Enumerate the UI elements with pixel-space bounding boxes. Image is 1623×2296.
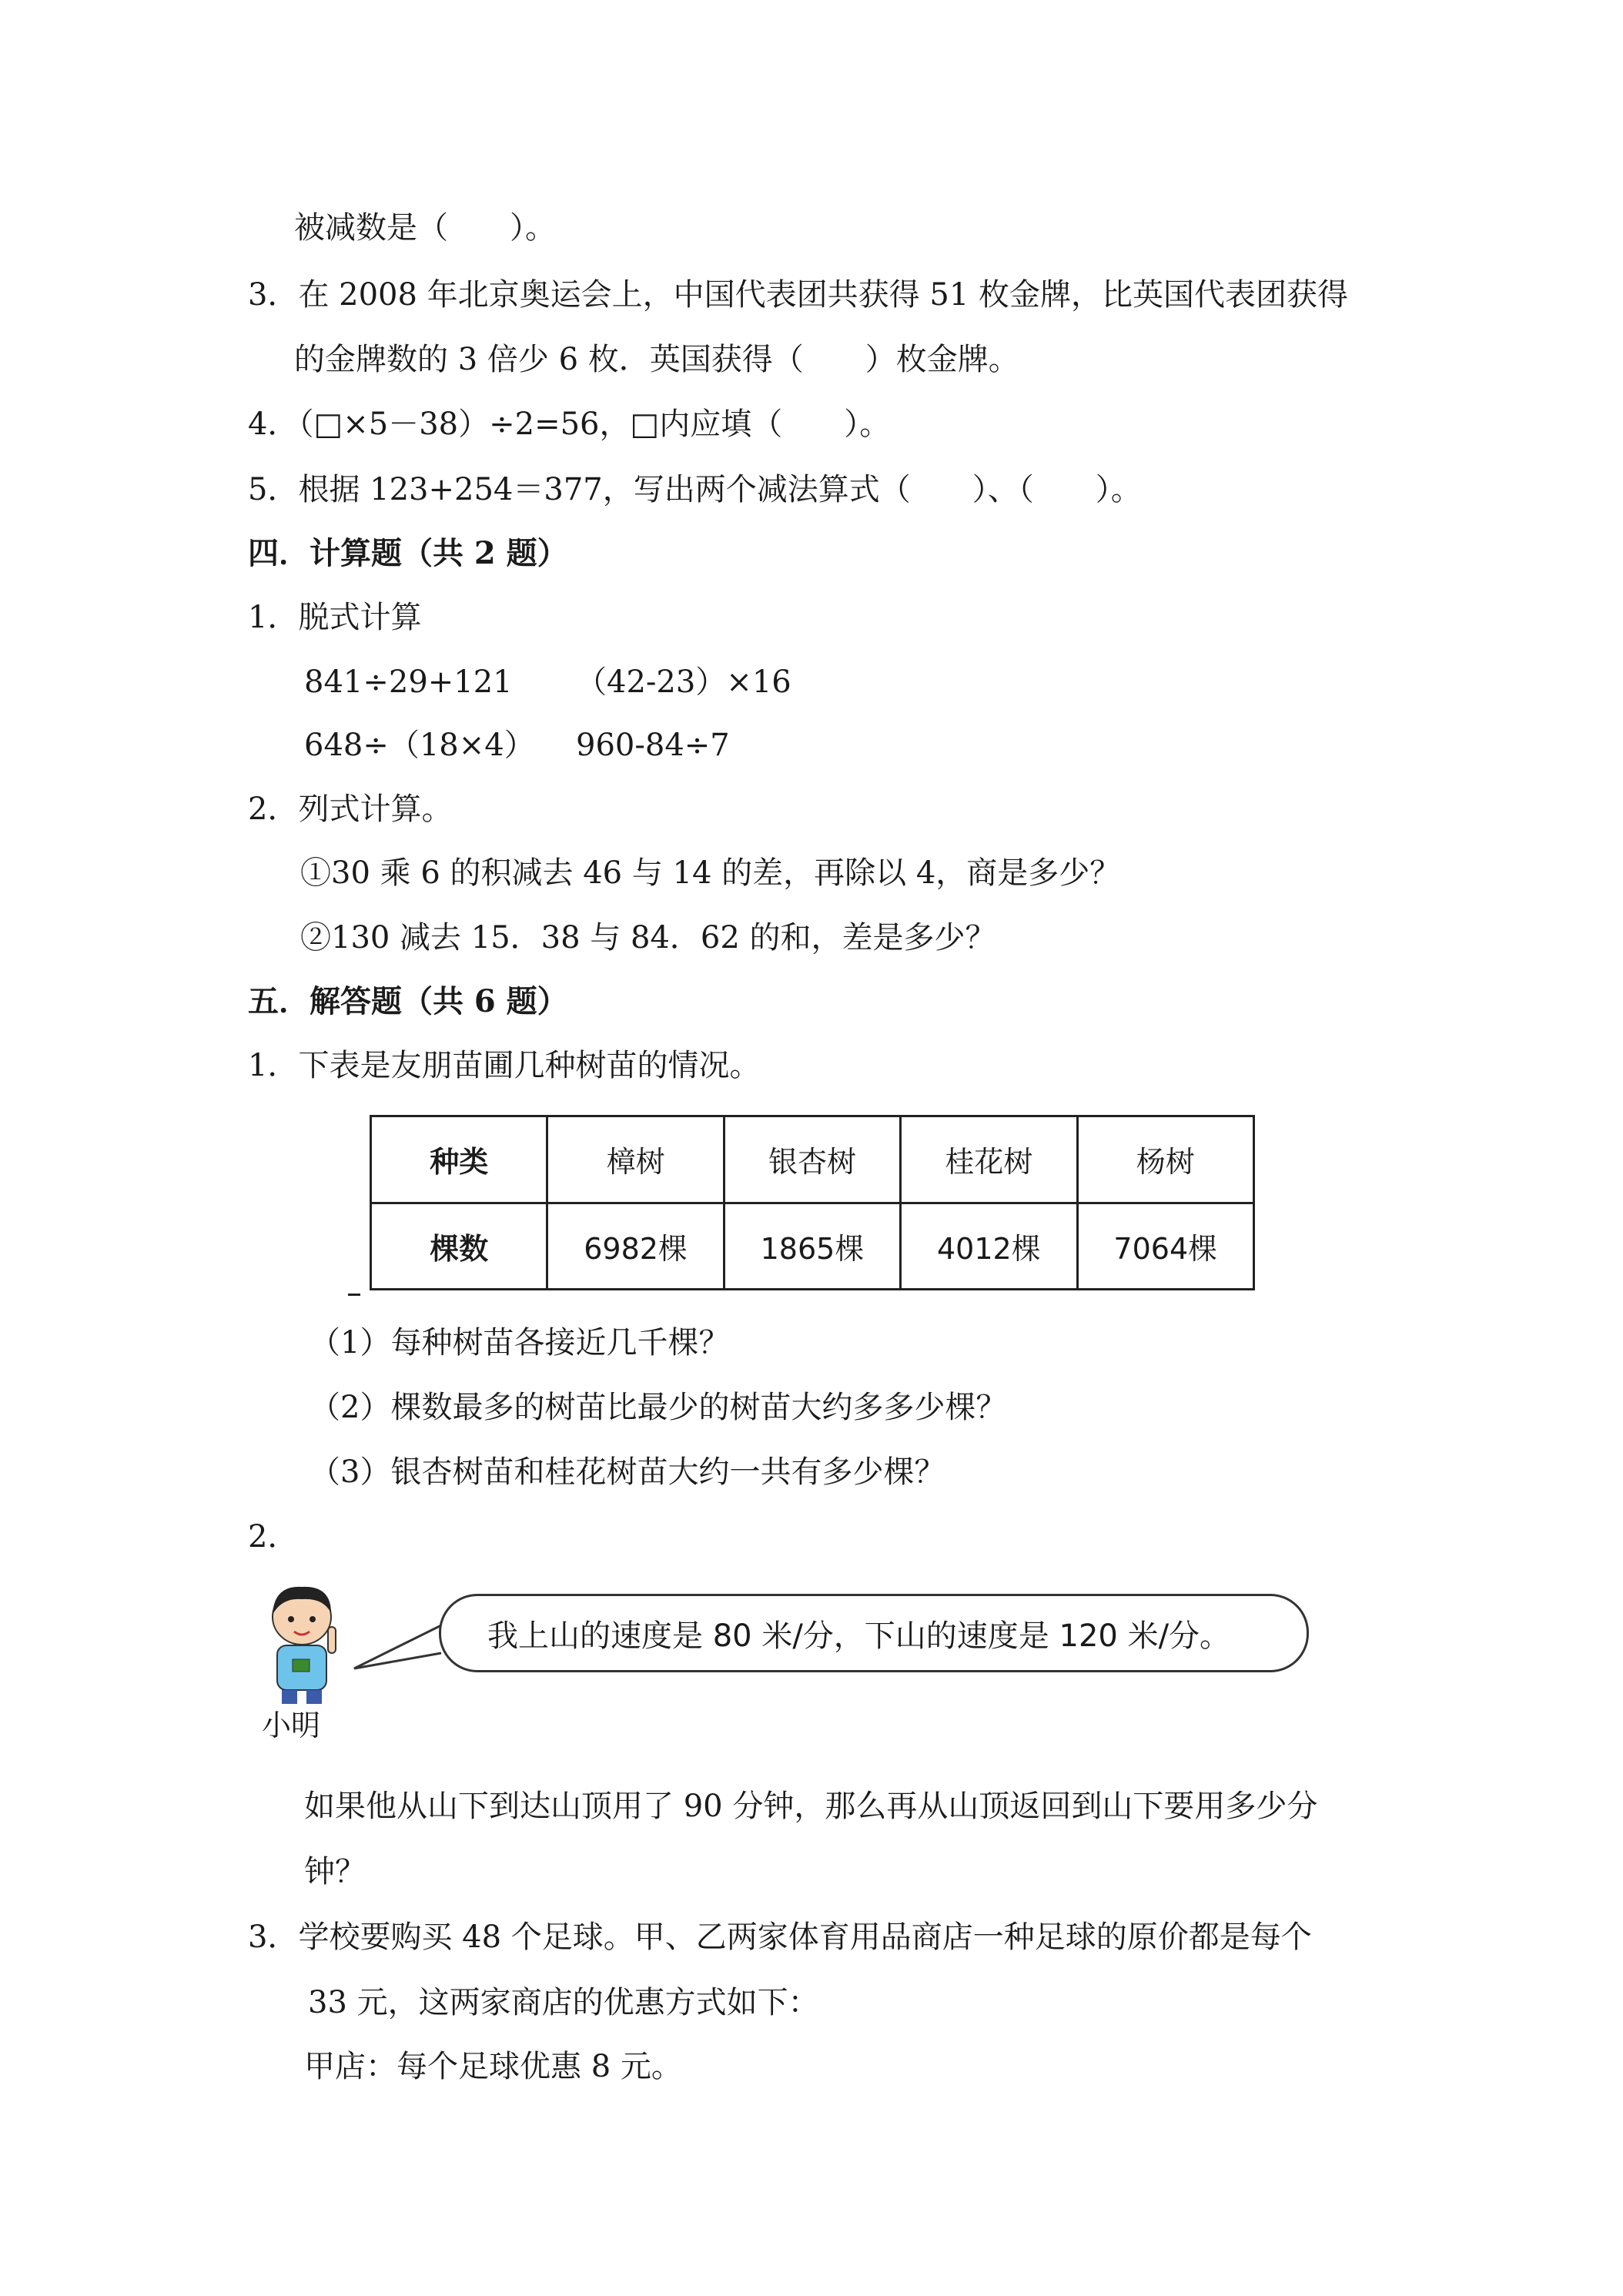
question-3-line-2: 的金牌数的 3 倍少 6 枚．英国获得（ ）枚金牌。: [294, 342, 1019, 377]
table-row: [371, 1203, 1254, 1290]
table-cell: 1865棵: [724, 1203, 900, 1290]
speech-bubble: 我上山的速度是 80 米/分，下山的速度是 120 米/分。: [439, 1594, 1309, 1672]
section-4-q2-b: ②130 减去 15．38 与 84．62 的和，差是多少？: [300, 920, 996, 956]
figure-label: 小明: [262, 1709, 321, 1742]
table-cell: 桂花树: [901, 1116, 1077, 1203]
section-4-q2-a: ①30 乘 6 的积减去 46 与 14 的差，再除以 4，商是多少？: [300, 855, 1121, 891]
section-4-title: 四．计算题（共 2 题）: [248, 535, 568, 571]
table-cell: 7064棵: [1077, 1203, 1253, 1290]
question-5: 5．根据 123+254＝377，写出两个减法算式（ ）、（ ）。: [248, 472, 1142, 507]
table-cell: 4012棵: [901, 1203, 1077, 1290]
section-5-q1-title: 1．下表是友朋苗圃几种树苗的情况。: [248, 1048, 761, 1083]
section-5-q1-sub1: （1）每种树苗各接近几千棵？: [310, 1325, 730, 1361]
question-3-line-1: 3．在 2008 年北京奥运会上，中国代表团共获得 51 枚金牌，比英国代表团获得: [248, 277, 1349, 313]
section-5-q3-line-3: 甲店：每个足球优惠 8 元。: [304, 2049, 682, 2084]
table-row: [371, 1116, 1254, 1203]
table-cell: 棵数: [371, 1203, 547, 1290]
boy-icon: [254, 1582, 354, 1705]
bubble-tail: [350, 1621, 447, 1675]
table-tick-mark: [348, 1294, 360, 1296]
section-5-q1-sub2: （2）棵数最多的树苗比最少的树苗大约多多少棵？: [310, 1390, 1007, 1425]
table-cell: 杨树: [1077, 1116, 1253, 1203]
table-cell: 6982棵: [547, 1203, 724, 1290]
section-5-q2-number: 2．: [248, 1519, 299, 1555]
section-5-q3-line-2: 33 元，这两家商店的优惠方式如下：: [308, 1985, 819, 2020]
section-5-title: 五．解答题（共 6 题）: [248, 983, 568, 1019]
calc-expression: 960-84÷7: [576, 728, 730, 763]
section-4-q2-title: 2．列式计算。: [248, 792, 453, 827]
table-cell: 樟树: [547, 1116, 724, 1203]
table-cell: 种类: [371, 1116, 547, 1203]
table-cell: 银杏树: [724, 1116, 900, 1203]
calc-expression: 648÷（18×4）: [304, 728, 535, 763]
calc-expression: （42-23）×16: [576, 664, 791, 700]
section-5-q3-line-1: 3．学校要购买 48 个足球。甲、乙两家体育用品商店一种足球的原价都是每个: [248, 1919, 1312, 1955]
text-line: 被减数是（ ）。: [294, 210, 556, 246]
section-5-q2-line-2: 钟？: [304, 1854, 366, 1889]
section-5-q1-sub3: （3）银杏树苗和桂花树苗大约一共有多少棵？: [310, 1454, 945, 1490]
question-4: 4．（□×5－38）÷2=56，□内应填（ ）。: [248, 407, 891, 442]
section-5-q2-line-1: 如果他从山下到达山顶用了 90 分钟，那么再从山顶返回到山下要用多少分: [304, 1789, 1318, 1824]
calc-expression: 841÷29+121: [304, 664, 513, 700]
tree-table: [370, 1115, 1255, 1290]
xiaoming-figure: [254, 1582, 354, 1742]
section-4-q1-title: 1．脱式计算: [248, 600, 422, 635]
